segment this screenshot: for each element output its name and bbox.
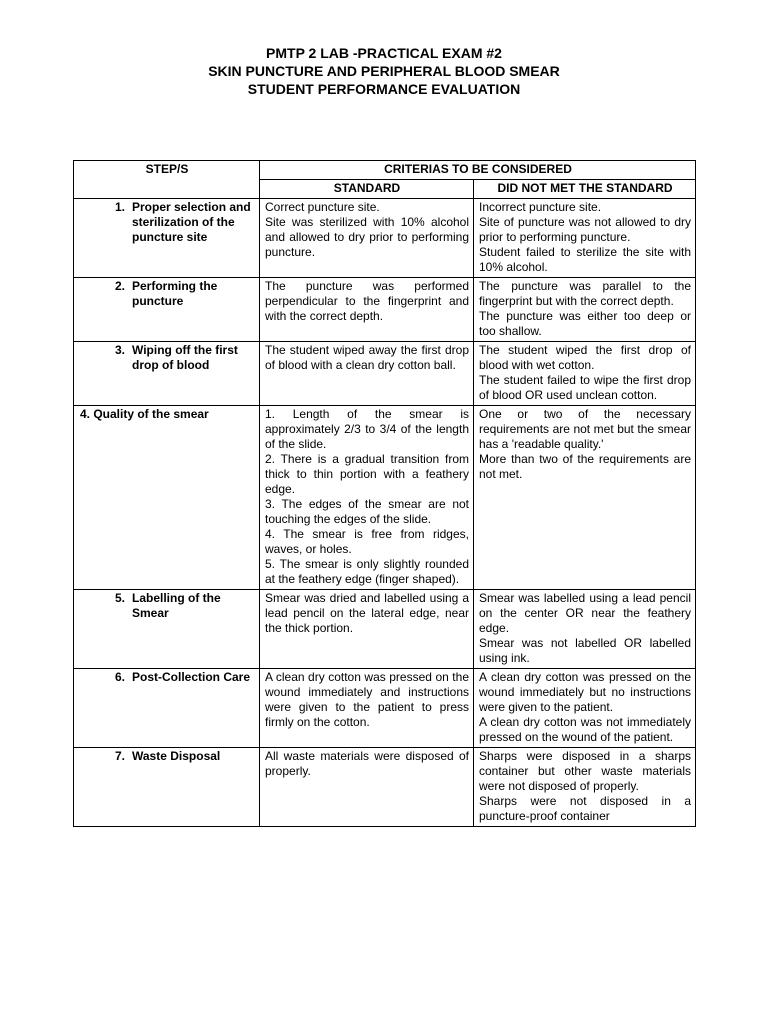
step-cell [74, 590, 260, 669]
standard-criterion: The puncture was performed perpendicular to the fingerprint and with the correct depth. [265, 279, 469, 323]
step-number: 7. [114, 749, 125, 763]
standard-cell [260, 342, 474, 406]
not-met-header: DID NOT MET THE STANDARD [474, 180, 696, 199]
evaluation-rows [74, 199, 696, 827]
not-met-criterion: The puncture was either too deep or too shallow. [479, 309, 691, 338]
standard-cell [260, 669, 474, 748]
standard-criterion: 5. The smear is only slightly rounded at the feathery edge (finger shaped). [265, 557, 469, 586]
standard-criterion: All waste materials were disposed of properly. [265, 749, 469, 778]
standard-header: STANDARD [260, 180, 474, 199]
step-label: 4. Quality of the smear [80, 407, 209, 421]
step-number: 2. [114, 279, 125, 293]
table-row [74, 406, 696, 590]
exam-subtitle: SKIN PUNCTURE AND PERIPHERAL BLOOD SMEAR [208, 63, 560, 79]
exam-title: PMTP 2 LAB -PRACTICAL EXAM #2 [266, 45, 502, 61]
step-label: Wiping off the first drop of blood [132, 343, 238, 372]
not-met-criterion: Smear was not labelled OR labelled using ink. [479, 636, 691, 665]
criteria-header: CRITERIAS TO BE CONSIDERED [260, 161, 696, 180]
step-label: Labelling of the Smear [132, 591, 221, 620]
not-met-cell [474, 278, 696, 342]
step-number: 3. [114, 343, 125, 357]
step-cell [74, 278, 260, 342]
standard-criterion: Smear was dried and labelled using a lead pencil on the lateral edge, near the thick portion. [265, 591, 469, 635]
not-met-criterion: The student failed to wipe the first drop of blood OR used unclean cotton. [479, 373, 691, 402]
table-row [74, 199, 696, 278]
step-label: Post-Collection Care [132, 670, 251, 684]
step-cell [74, 199, 260, 278]
step-label: Performing the puncture [132, 279, 218, 308]
step-cell [74, 669, 260, 748]
standard-criterion: 2. There is a gradual transition from thick to thin portion with a feathery edge. [265, 452, 469, 496]
evaluation-title: STUDENT PERFORMANCE EVALUATION [247, 81, 521, 97]
standard-cell [260, 406, 474, 590]
evaluation-table [73, 160, 696, 827]
standard-cell [260, 278, 474, 342]
step-cell [74, 342, 260, 406]
step-number: 5. [114, 591, 125, 605]
standard-cell [260, 199, 474, 278]
table-row [74, 278, 696, 342]
standard-cell [260, 748, 474, 827]
not-met-criterion: Student failed to sterilize the site with 10% alcohol. [479, 245, 691, 274]
not-met-criterion: Sharps were disposed in a sharps container but other waste materials were not disposed of properly. [479, 749, 691, 793]
not-met-cell [474, 669, 696, 748]
step-label: Waste Disposal [132, 749, 221, 763]
not-met-criterion: The student wiped the first drop of blood with wet cotton. [479, 343, 691, 372]
not-met-criterion: Sharps were not disposed in a puncture-proof container [479, 794, 691, 823]
not-met-criterion: Smear was labelled using a lead pencil on the center OR near the feathery edge. [479, 591, 691, 635]
step-number: 1. [114, 200, 125, 214]
standard-criterion: 1. Length of the smear is approximately 2/3 to 3/4 of the length of the slide. [265, 407, 469, 451]
standard-criterion: Site was sterilized with 10% alcohol and allowed to dry prior to performing puncture. [265, 215, 469, 259]
not-met-criterion: More than two of the requirements are not met. [479, 452, 691, 481]
not-met-criterion: One or two of the necessary requirements are not met but the smear has a 'readable quality.' [479, 407, 691, 451]
not-met-criterion: Incorrect puncture site. [479, 200, 602, 214]
standard-criterion: 4. The smear is free from ridges, waves, or holes. [265, 527, 469, 556]
not-met-criterion: Site of puncture was not allowed to dry prior to performing puncture. [479, 215, 691, 244]
document-header [0, 44, 768, 98]
table-row [74, 669, 696, 748]
not-met-cell [474, 590, 696, 669]
standard-criterion: 3. The edges of the smear are not touching the edges of the slide. [265, 497, 469, 526]
table-row [74, 748, 696, 827]
standard-criterion: The student wiped away the first drop of blood with a clean dry cotton ball. [265, 343, 469, 372]
table-row [74, 590, 696, 669]
not-met-cell [474, 342, 696, 406]
standard-criterion: A clean dry cotton was pressed on the wound immediately and instructions were given to the patient to press firmly on the cotton. [265, 670, 469, 729]
not-met-criterion: A clean dry cotton was not immediately pressed on the wound of the patient. [479, 715, 691, 744]
standard-criterion: Correct puncture site. [265, 200, 380, 214]
table-row [74, 342, 696, 406]
standard-cell [260, 590, 474, 669]
not-met-criterion: The puncture was parallel to the fingerprint but with the correct depth. [479, 279, 691, 308]
step-label: Proper selection and sterilization of the puncture site [132, 200, 251, 244]
not-met-cell [474, 199, 696, 278]
step-cell [74, 406, 260, 590]
step-cell [74, 748, 260, 827]
not-met-criterion: A clean dry cotton was pressed on the wound immediately but no instructions were given to the patient. [479, 670, 691, 714]
not-met-cell [474, 748, 696, 827]
not-met-cell [474, 406, 696, 590]
steps-header: STEP/S [74, 161, 260, 199]
step-number: 6. [114, 670, 125, 684]
